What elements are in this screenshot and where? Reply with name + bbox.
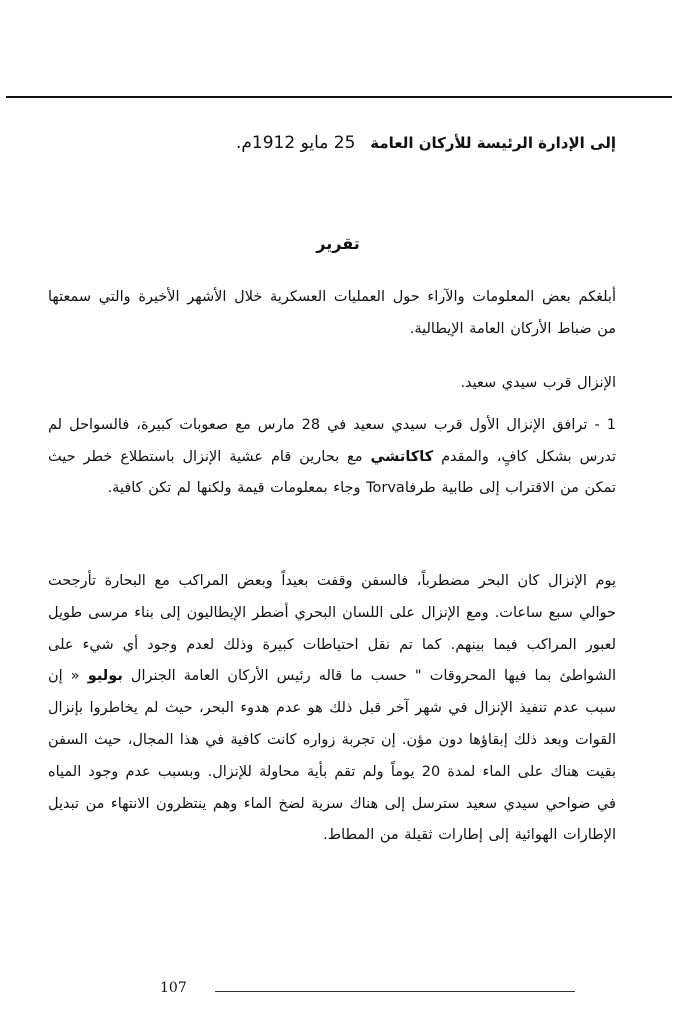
- paragraph-two-text-before: يوم الإنزال كان البحر مضطرباً، فالسفن وقفت بعيداً وبعض المراكب مع البحارة تأرجحت حوالي سبع ساعات. ومع الإنزال على اللسان البحري أضطر الإيطاليون إلى بناء مرسى طويل لعبور المراكب فيما بينهم. كما تم نقل احتياطات كبيرة وذلك لعدم وجود أي شيء على الشواطئ بما فيها المحروقات " حسب ما قاله رئيس الأركان العامة الجنرال: [48, 573, 617, 685]
- paragraph-one-text-before: ترافق الإنزال الأول قرب سيدي سعيد في 28 مارس مع صعوبات كبيرة، فالسواحل لم تدرس بشكل كافٍ، والمقدم: [48, 417, 617, 465]
- section-subheading: الإنزال قرب سيدي سعيد.: [460, 375, 616, 391]
- letter-header: [56, 131, 616, 155]
- paragraph-one: [48, 410, 616, 505]
- report-title: تقرير: [316, 234, 360, 253]
- intro-paragraph: أبلغكم بعض المعلومات والآراء حول العمليات العسكرية خلال الأشهر الأخيرة والتي سمعتها من ضباط الأركان العامة الإيطالية.: [48, 289, 616, 337]
- paragraph-one-text-middle: مع بحارين قام عشية الإنزال باستطلاع خطر حيث تمكن من الاقتراب إلى طابية طرفا: [48, 448, 616, 497]
- footer-divider: [215, 991, 575, 992]
- general-name: بوليو: [87, 668, 123, 685]
- latin-place-name: Torva: [366, 480, 405, 497]
- paragraph-one-text-after: وجاء بمعلومات قيمة ولكنها لم تكن كافية.: [107, 480, 361, 497]
- paragraph-two-text-after: « إن سبب عدم تنفيذ الإنزال في شهر آخر قبل ذلك هو عدم هدوء البحر، حيث لم يخاطروا بإنزال القوات وبعد ذلك إبقاؤها دون مؤن. إن تجربة زواره كانت كافية في هذا المجال، حيث السفن بقيت هناك على الماء لمدة 20 يوماً ولم تقم بأية محاولة للإنزال. وبسبب عدم وجود المياه في ضواحي سيدي سعيد سترسل إلى هناك سرية لضخ الماء وهم ينتظرون الانتهاء من تبديل الإطارات الهوائية إلى إطارات ثقيلة من المطاط.: [48, 668, 616, 844]
- paragraph-number: 1 -: [594, 417, 616, 433]
- paragraph-two: [48, 566, 616, 852]
- letter-date: 25 مايو 1912م.: [235, 133, 356, 153]
- page-number: 107: [160, 980, 187, 996]
- top-divider: [6, 96, 672, 98]
- officer-name: كاكاتشي: [370, 448, 434, 465]
- addressee: إلى الإدارة الرئيسة للأركان العامة: [370, 134, 616, 152]
